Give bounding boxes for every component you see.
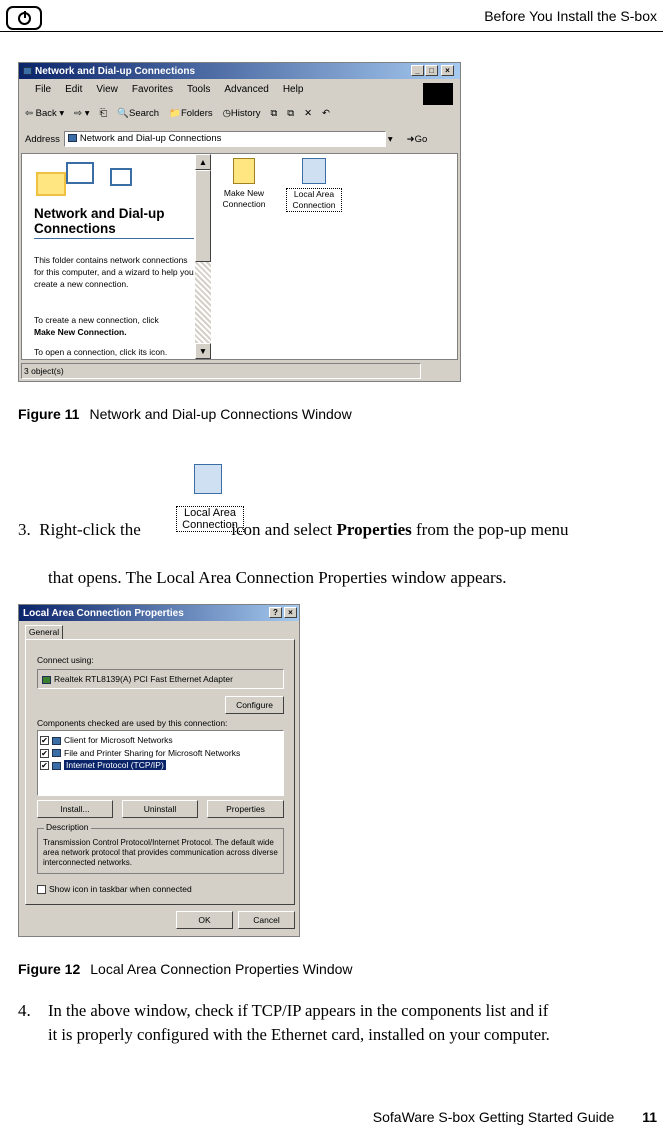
description-label: Description — [46, 822, 89, 832]
properties-button[interactable]: Properties — [207, 800, 284, 818]
connect-using-label: Connect using: — [37, 655, 94, 665]
show-icon-option[interactable]: Show icon in taskbar when connected — [37, 884, 192, 894]
window-title: Network and Dial-up Connections — [35, 65, 196, 77]
search-button[interactable]: 🔍Search — [117, 108, 160, 119]
content-pane — [21, 153, 458, 360]
tab-general[interactable]: General — [25, 625, 63, 640]
power-icon — [18, 12, 31, 25]
scroll-up-icon[interactable]: ▲ — [195, 154, 211, 170]
back-button[interactable]: ⇦ Back ▾ — [25, 108, 65, 119]
step-3-line-1: 3. Right-click the icon and select Properties from the pop-up menu — [18, 520, 569, 539]
address-dropdown-icon[interactable]: ▾ — [387, 133, 393, 145]
checkbox-checked[interactable]: ✔ — [41, 736, 48, 746]
guide-title: SofaWare S-box Getting Started Guide — [372, 1109, 615, 1125]
network-card-icon — [42, 676, 51, 684]
folder-graphic — [26, 160, 136, 210]
menu-view[interactable]: View — [96, 84, 118, 95]
panel-open-instruction: To open a connection, click its icon. — [34, 347, 168, 357]
figure-12-caption: Figure 12 Local Area Connection Properties Window — [18, 961, 353, 977]
lan-icon-inline: Local Area Connection — [176, 462, 244, 536]
windows-logo — [423, 83, 453, 105]
panel-instruction: To create a new connection, click Make New Connection. — [34, 315, 159, 337]
move-to-icon[interactable]: ⧉ — [270, 108, 278, 119]
local-area-connection-icon[interactable]: Local Area Connection — [286, 158, 342, 212]
step-4-number: 4. — [18, 1001, 31, 1020]
maximize-button[interactable]: □ — [425, 65, 438, 76]
list-item[interactable]: ✔ Internet Protocol (TCP/IP) — [41, 760, 164, 771]
page-number: 11 — [642, 1109, 657, 1125]
menu-help[interactable]: Help — [282, 84, 304, 95]
help-button[interactable]: ? — [269, 607, 282, 618]
tab-panel — [25, 639, 295, 905]
components-list — [37, 730, 284, 796]
checkbox-checked[interactable]: ✔ — [41, 748, 48, 758]
running-header: Before You Install the S-box — [484, 8, 657, 24]
address-bar — [25, 131, 457, 147]
menu-edit[interactable]: Edit — [65, 84, 83, 95]
close-button[interactable]: × — [284, 607, 297, 618]
menu-file[interactable]: File — [35, 84, 52, 95]
undo-icon[interactable]: ↶ — [322, 108, 331, 119]
panel-description: This folder contains network connections for this computer, and a wizard to help you create a new connection. — [34, 255, 194, 289]
uninstall-button[interactable]: Uninstall — [122, 800, 198, 818]
checkbox-checked[interactable]: ✔ — [41, 761, 48, 771]
menu-tools[interactable]: Tools — [186, 84, 211, 95]
panel-title: Network and Dial-up Connections — [34, 206, 165, 236]
sofaware-logo — [6, 6, 42, 30]
scroll-thumb[interactable] — [195, 170, 211, 262]
protocol-icon — [52, 762, 61, 770]
network-folder-icon — [68, 134, 77, 142]
printer-icon — [52, 749, 61, 757]
menu-advanced[interactable]: Advanced — [224, 84, 269, 95]
description-text: Transmission Control Protocol/Internet Protocol. The default wide area network protocol that provides communication across diverse interconnected networks. — [43, 838, 278, 867]
network-connections-window — [18, 62, 461, 382]
client-icon — [52, 737, 61, 745]
folders-button[interactable]: 📁Folders — [169, 108, 213, 119]
checkbox-unchecked[interactable] — [37, 885, 46, 894]
panel-title-rule — [34, 238, 194, 239]
scroll-down-icon[interactable]: ▼ — [195, 343, 211, 359]
cancel-button[interactable]: Cancel — [238, 911, 295, 929]
address-input[interactable]: Network and Dial-up Connections — [64, 131, 386, 147]
network-folder-icon — [23, 67, 32, 75]
ok-button[interactable]: OK — [176, 911, 233, 929]
lan-properties-window — [18, 604, 300, 937]
list-item[interactable]: ✔ File and Printer Sharing for Microsoft Networks — [41, 747, 241, 758]
forward-button[interactable]: ⇨ ▾ — [74, 108, 90, 119]
delete-icon[interactable]: ✕ — [304, 108, 313, 119]
minimize-button[interactable]: _ — [411, 65, 424, 76]
make-new-connection-link[interactable]: Make New Connection. — [34, 327, 127, 337]
history-button[interactable]: ◷History — [222, 108, 261, 119]
header-rule — [0, 31, 663, 32]
configure-button[interactable]: Configure — [225, 696, 284, 714]
description-group — [37, 822, 284, 874]
up-folder-icon[interactable]: ⎗ — [99, 108, 108, 119]
footer — [373, 1109, 657, 1125]
status-bar — [21, 363, 458, 379]
step-4-line-1: In the above window, check if TCP/IP appears in the components list and if — [48, 1001, 549, 1020]
copy-to-icon[interactable]: ⧉ — [287, 108, 295, 119]
title-bar — [19, 63, 460, 79]
status-text: 3 object(s) — [21, 363, 421, 379]
vertical-scrollbar[interactable] — [195, 154, 211, 359]
install-button[interactable]: Install... — [37, 800, 113, 818]
adapter-field: Realtek RTL8139(A) PCI Fast Ethernet Adapter — [37, 669, 284, 689]
figure-11-caption: Figure 11 Network and Dial-up Connections Window — [18, 406, 352, 422]
go-button[interactable]: ➜Go — [406, 133, 428, 145]
make-new-connection-icon[interactable]: Make New Connection — [218, 158, 270, 210]
step-3-line-2: that opens. The Local Area Connection Properties window appears. — [48, 568, 507, 587]
address-label: Address — [25, 133, 60, 145]
title-bar: Local Area Connection Properties — [19, 605, 299, 621]
step-4-line-2: it is properly configured with the Ethernet card, installed on your computer. — [48, 1025, 550, 1044]
menu-bar — [19, 79, 460, 95]
components-label: Components checked are used by this connection: — [37, 718, 228, 728]
close-button[interactable]: × — [441, 65, 454, 76]
list-item[interactable]: ✔ Client for Microsoft Networks — [41, 735, 173, 746]
menu-favorites[interactable]: Favorites — [131, 84, 173, 95]
toolbar — [25, 108, 330, 119]
